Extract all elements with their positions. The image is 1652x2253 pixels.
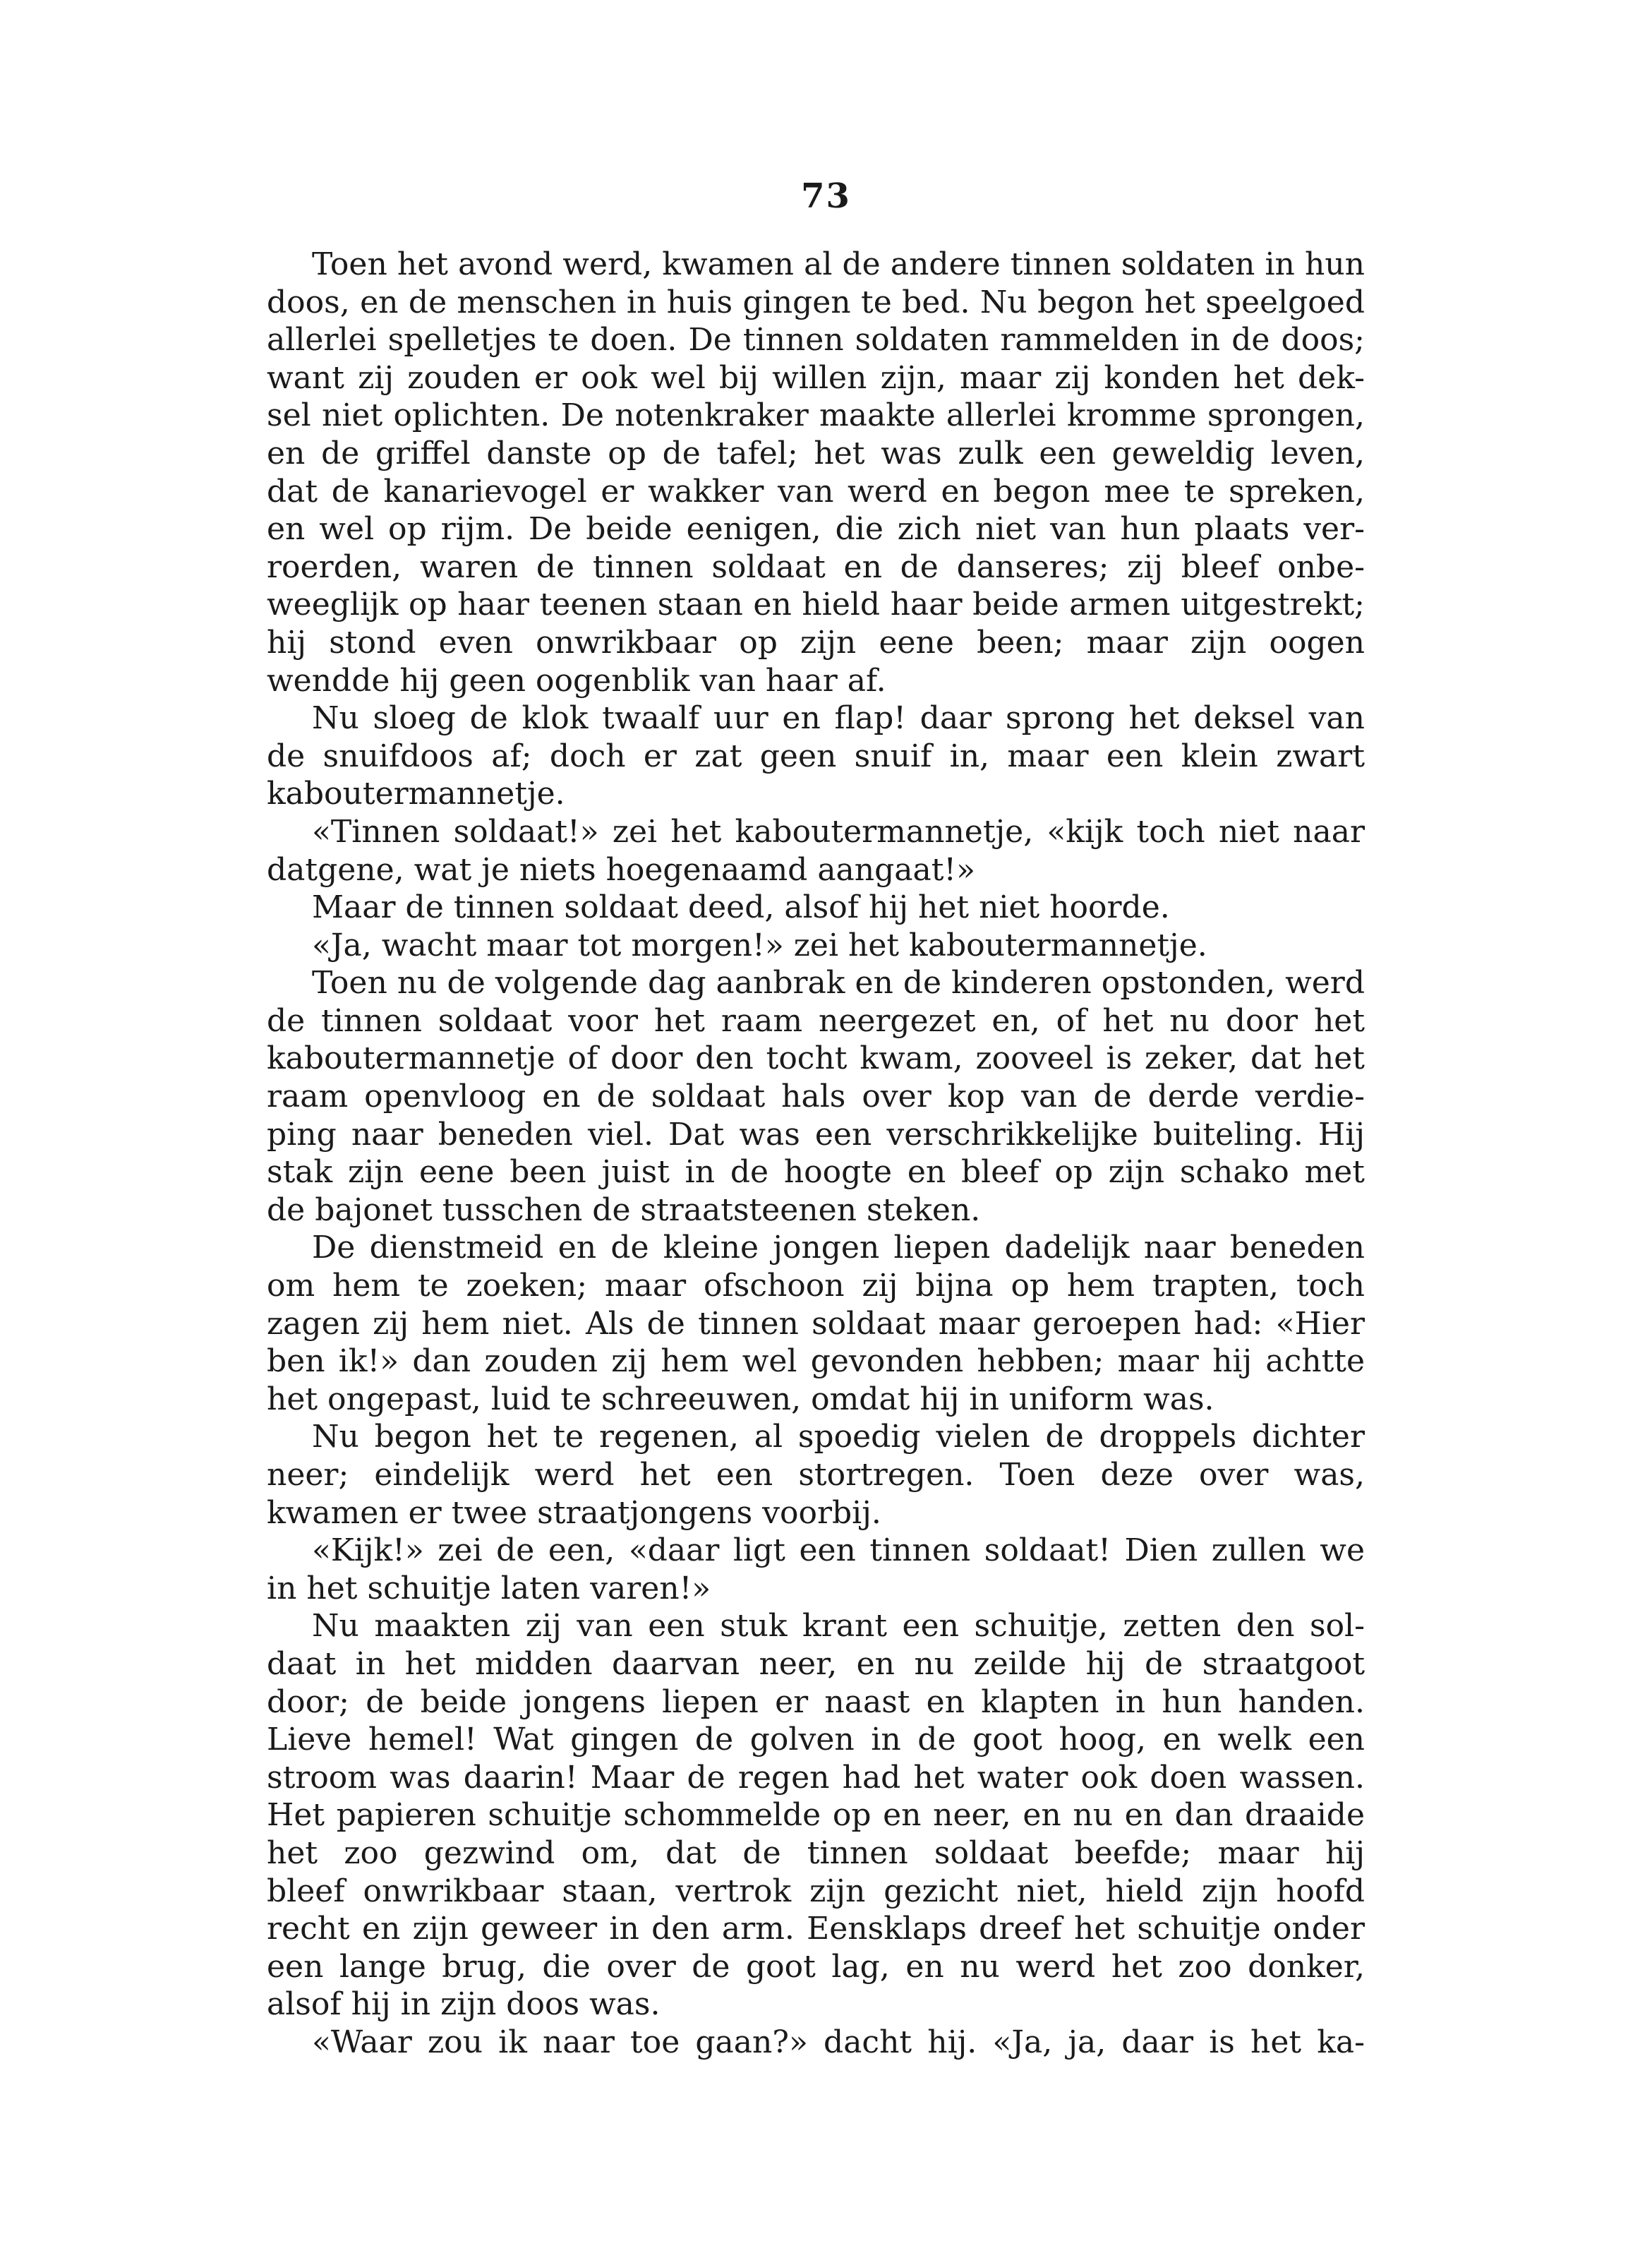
text-line: «Ja, wacht maar tot morgen!» zei het kaboutermannetje. — [312, 927, 1207, 963]
text-line: de bajonet tusschen de straatsteenen steken. — [267, 1191, 981, 1228]
text-line: sel niet oplichten. De notenkraker maakte allerlei kromme sprongen, — [267, 397, 1365, 434]
text-line: alsof hij in zijn doos was. — [267, 1986, 661, 2023]
text-line: een lange brug, die over de goot lag, en nu werd het zoo donker, — [267, 1948, 1365, 1985]
text-line: recht en zijn geweer in den arm. Eensklaps dreef het schuitje onder — [267, 1911, 1365, 1947]
text-line: Toen het avond werd, kwamen al de andere tinnen soldaten in hun — [312, 246, 1365, 282]
text-line: «Tinnen soldaat!» zei het kaboutermannetje, «kijk toch niet naar — [312, 813, 1365, 850]
text-line: stak zijn eene been juist in de hoogte en bleef op zijn schako met — [267, 1154, 1365, 1191]
text-line: ben ik!» dan zouden zij hem wel gevonden hebben; maar hij achtte — [267, 1343, 1365, 1380]
text-line: ping naar beneden viel. Dat was een verschrikkelijke buiteling. Hij — [267, 1116, 1365, 1153]
text-line: in het schuitje laten varen!» — [267, 1570, 711, 1606]
text-line: om hem te zoeken; maar ofschoon zij bijna op hem trapten, toch — [267, 1268, 1365, 1304]
text-line: roerden, waren de tinnen soldaat en de danseres; zij bleef onbe- — [267, 548, 1365, 585]
text-line: de snuifdoos af; doch er zat geen snuif in, maar een klein zwart — [267, 738, 1365, 774]
text-line: datgene, wat je niets hoegenaamd aangaat!» — [267, 851, 976, 888]
text-line: Lieve hemel! Wat gingen de golven in de goot hoog, en welk een — [267, 1722, 1365, 1758]
text-line: bleef onwrikbaar staan, vertrok zijn gezicht niet, hield zijn hoofd — [267, 1873, 1365, 1909]
text-line: zagen zij hem niet. Als de tinnen soldaat maar geroepen had: «Hier — [267, 1305, 1365, 1342]
text-line: raam openvloog en de soldaat hals over kop van de derde verdie- — [267, 1079, 1365, 1115]
text-line: Het papieren schuitje schommelde op en neer, en nu en dan draaide — [267, 1797, 1365, 1834]
text-line: Nu sloeg de klok twaalf uur en flap! daar sprong het deksel van — [312, 700, 1365, 737]
text-line: kaboutermannetje. — [267, 776, 565, 812]
text-line: Nu maakten zij van een stuk krant een schuitje, zetten den sol- — [312, 1608, 1365, 1645]
text-line: dat de kanarievogel er wakker van werd en begon mee te spreken, — [267, 473, 1365, 510]
text-line: kaboutermannetje of door den tocht kwam, zooveel is zeker, dat het — [267, 1040, 1365, 1077]
text-line: de tinnen soldaat voor het raam neergezet en, of het nu door het — [267, 1002, 1365, 1039]
text-line: «Waar zou ik naar toe gaan?» dacht hij. «Ja, ja, daar is het ka- — [312, 2024, 1365, 2060]
text-line: doos, en de menschen in huis gingen te bed. Nu begon het speelgoed — [267, 284, 1365, 320]
text-line: stroom was daarin! Maar de regen had het water ook doen wassen. — [267, 1759, 1365, 1796]
page-number: 73 — [801, 176, 851, 216]
text-line: en wel op rijm. De beide eenigen, die zich niet van hun plaats ver- — [267, 511, 1365, 548]
text-line: kwamen er twee straatjongens voorbij. — [267, 1494, 881, 1531]
text-line: het ongepast, luid te schreeuwen, omdat hij in uniform was. — [267, 1381, 1214, 1417]
text-line: wendde hij geen oogenblik van haar af. — [267, 662, 886, 699]
text-line: het zoo gezwind om, dat de tinnen soldaat beefde; maar hij — [267, 1834, 1365, 1871]
text-line: Maar de tinnen soldaat deed, alsof hij het niet hoorde. — [312, 889, 1170, 926]
body-text — [267, 246, 1365, 2062]
text-line: en de griffel danste op de tafel; het was zulk een geweldig leven, — [267, 435, 1365, 471]
text-line: want zij zouden er ook wel bij willen zijn, maar zij konden het dek- — [267, 359, 1365, 396]
text-line: «Kijk!» zei de een, «daar ligt een tinnen soldaat! Dien zullen we — [312, 1532, 1365, 1569]
text-line: door; de beide jongens liepen er naast en klapten in hun handen. — [267, 1683, 1365, 1720]
text-line: weeglijk op haar teenen staan en hield haar beide armen uitgestrekt; — [267, 587, 1365, 623]
text-line: Nu begon het te regenen, al spoedig vielen de droppels dichter — [312, 1419, 1365, 1455]
text-line: daat in het midden daarvan neer, en nu zeilde hij de straatgoot — [267, 1645, 1365, 1682]
text-line: allerlei spelletjes te doen. De tinnen soldaten rammelden in de doos; — [267, 322, 1365, 359]
text-line: De dienstmeid en de kleine jongen liepen dadelijk naar beneden — [312, 1230, 1365, 1266]
text-line: neer; eindelijk werd het een stortregen. Toen deze over was, — [267, 1457, 1365, 1493]
text-line: hij stond even onwrikbaar op zijn eene been; maar zijn oogen — [267, 624, 1365, 661]
text-line: Toen nu de volgende dag aanbrak en de kinderen opstonden, werd — [312, 965, 1365, 1002]
